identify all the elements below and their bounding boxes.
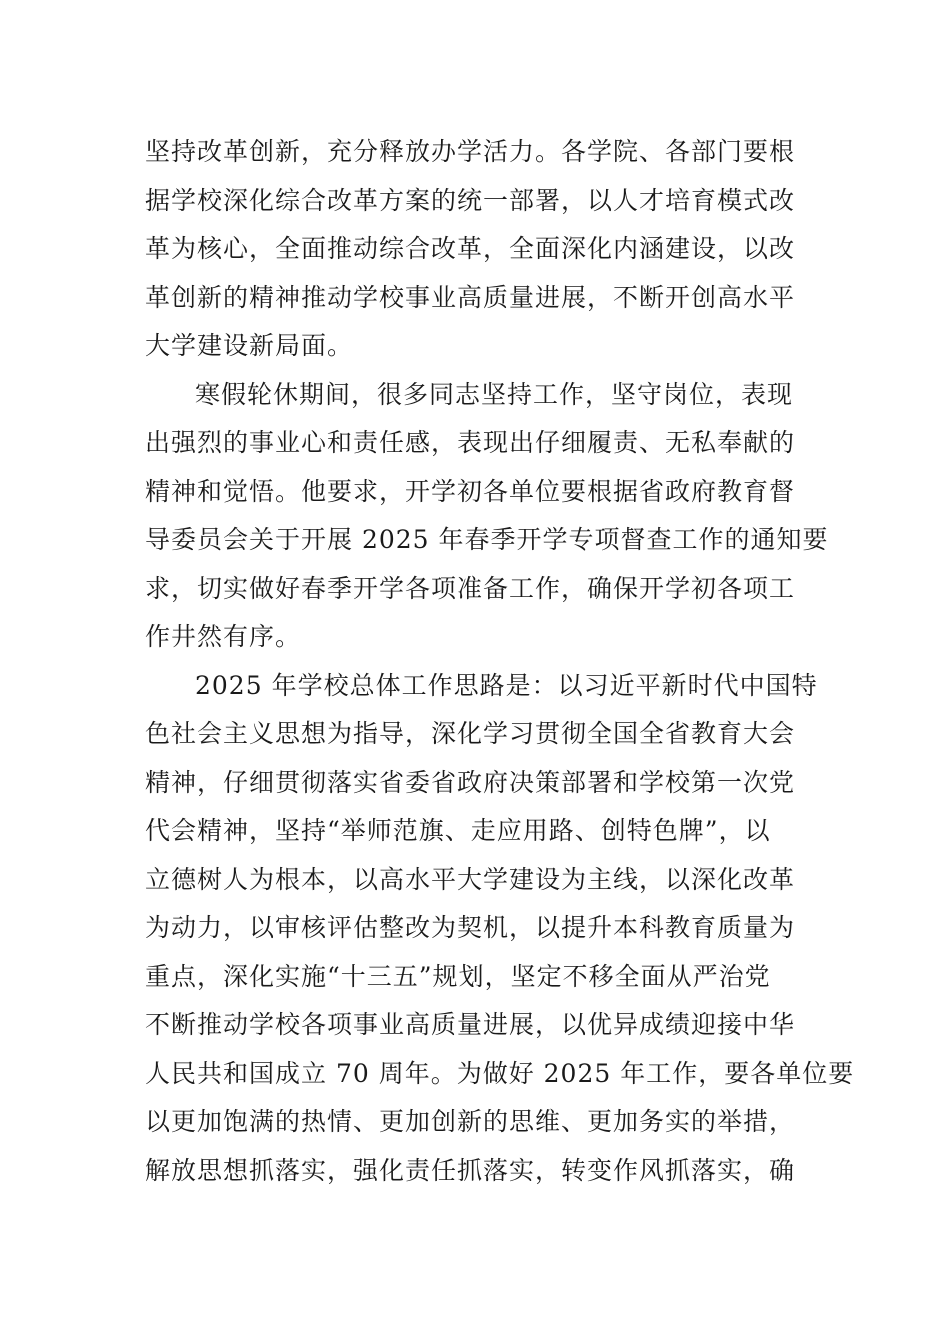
text-line: 立德树人为根本，以高水平大学建设为主线，以深化改革	[145, 864, 796, 894]
text-line: 求，切实做好春季开学各项准备工作，确保开学初各项工	[145, 573, 796, 603]
text-line: 作井然有序。	[145, 622, 302, 651]
text-line: 革为核心，全面推动综合改革，全面深化内涵建设，以改	[145, 234, 796, 263]
paragraph-2	[145, 371, 829, 662]
paragraph-3	[145, 662, 855, 1196]
text-line: 据学校深化综合改革方案的统一部署，以人才培育模式改	[145, 185, 796, 215]
text-line: 寒假轮休期间，很多同志坚持工作，坚守岗位，表现	[195, 379, 794, 409]
document-body	[145, 128, 855, 1195]
text-line: 色社会主义思想为指导，深化学习贯彻全国全省教育大会	[145, 719, 796, 748]
text-line: 革创新的精神推动学校事业高质量进展，不断开创高水平	[145, 282, 796, 312]
text-line: 2025 年学校总体工作思路是：以习近平新时代中国特	[195, 670, 818, 700]
text-line: 坚持改革创新，充分释放办学活力。各学院、各部门要根	[145, 137, 796, 166]
text-line: 不断推动学校各项事业高质量进展，以优异成绩迎接中华	[145, 1010, 796, 1039]
text-line: 以更加饱满的热情、更加创新的思维、更加务实的举措，	[145, 1107, 796, 1136]
paragraph-1	[145, 128, 810, 371]
text-line: 解放思想抓落实，强化责任抓落实，转变作风抓落实，确	[145, 1155, 796, 1185]
text-line: 精神，仔细贯彻落实省委省政府决策部署和学校第一次党	[145, 767, 796, 797]
text-line: 精神和觉悟。他要求，开学初各单位要根据省政府教育督	[145, 476, 796, 506]
text-line: 为动力，以审核评估整改为契机，以提升本科教育质量为	[145, 913, 796, 942]
text-line: 导委员会关于开展 2025 年春季开学专项督查工作的通知要	[145, 525, 829, 554]
text-line: 重点，深化实施“十三五”规划，坚定不移全面从严治党	[145, 961, 771, 991]
text-line: 出强烈的事业心和责任感，表现出仔细履责、无私奉献的	[145, 428, 796, 457]
text-line: 人民共和国成立 70 周年。为做好 2025 年工作，要各单位要	[145, 1058, 855, 1088]
text-line: 大学建设新局面。	[145, 331, 354, 360]
text-line: 代会精神，坚持“举师范旗、走应用路、创特色牌”，以	[145, 816, 771, 845]
